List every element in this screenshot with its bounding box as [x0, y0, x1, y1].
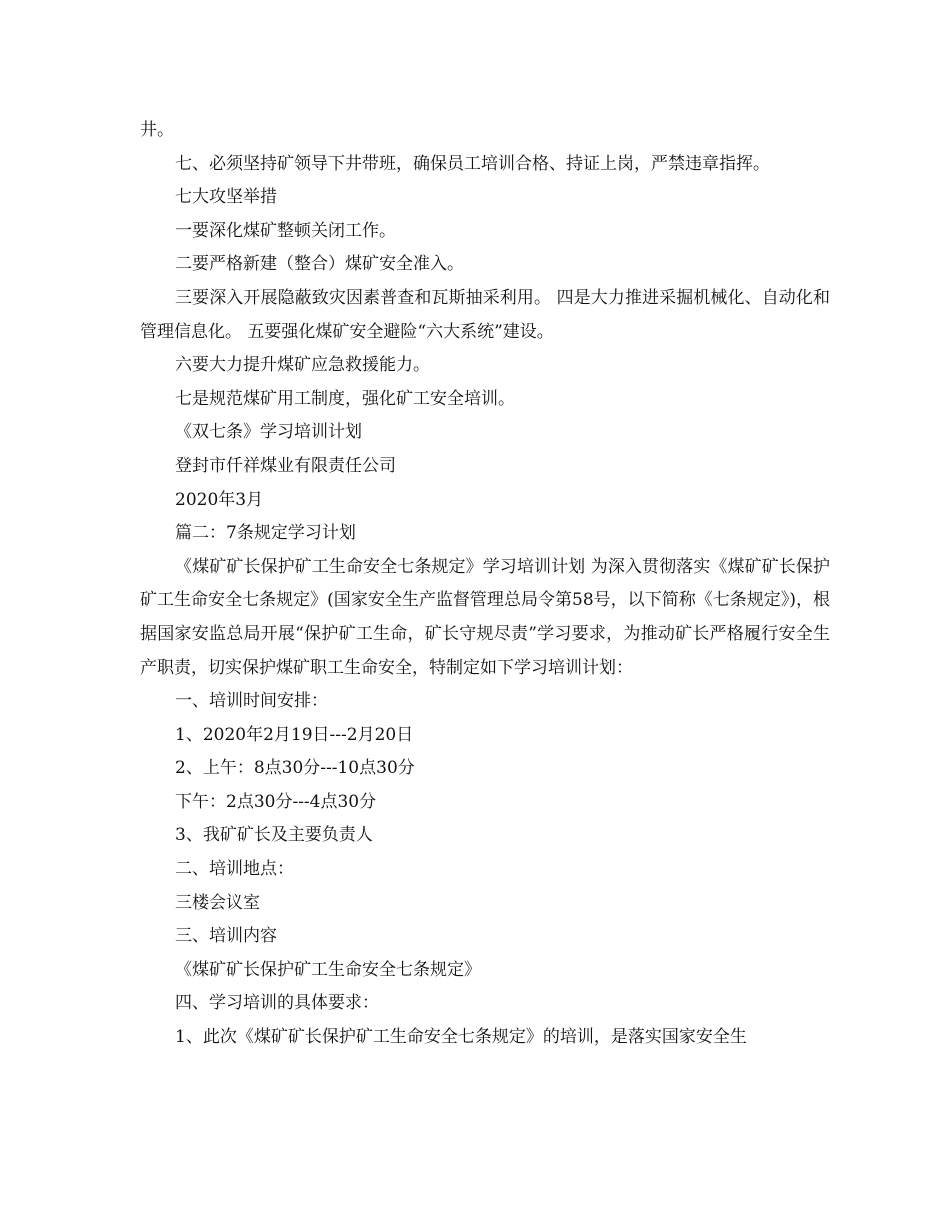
paragraph-requirement-one: 1、此次《煤矿矿长保护矿工生命安全七条规定》的培训，是落实国家安全生 [175, 1027, 747, 1048]
paragraph-measure-two: 二要严格新建（整合）煤矿安全准入。 [175, 254, 464, 275]
heading-training-location: 二、培训地点： [175, 859, 294, 880]
schedule-item-attendees: 3、我矿矿长及主要负责人 [175, 825, 373, 846]
paragraph-measure-six: 六要大力提升煤矿应急救援能力。 [175, 355, 430, 376]
training-content: 《煤矿矿长保护矿工生命安全七条规定》 [175, 959, 481, 980]
section-heading-part-two: 篇二：7条规定学习计划 [175, 523, 356, 544]
document-date: 2020年3月 [175, 489, 264, 510]
document-body [140, 114, 830, 1055]
company-name: 登封市仟祥煤业有限责任公司 [175, 455, 396, 476]
heading-training-schedule: 一、培训时间安排： [175, 691, 328, 712]
paragraph-measures-three-to-five: 三要深入开展隐蔽致灾因素普查和瓦斯抽采利用。 四是大力推进采掘机械化、自动化和管理信息化。 五要强化煤矿安全避险“六大系统”建设。 [140, 287, 830, 342]
heading-seven-measures: 七大攻坚举措 [175, 187, 277, 208]
paragraph-continuation: 井。 [140, 120, 174, 140]
paragraph-plan-intro: 《煤矿矿长保护矿工生命安全七条规定》学习培训计划 为深入贯彻落实《煤矿矿长保护矿工生命安全七条规定》(国家安全生产监督管理总局令第58号，以下简称《七条规定》)，根据国家安监总局开展“保护矿工生命，矿长守规尽责”学习要求，为推动矿长严格履行安全生产职责，切实保护煤矿职工生命安全，特制定如下学习培训计划： [140, 556, 830, 678]
heading-training-content: 三、培训内容 [175, 926, 277, 947]
paragraph-measure-seven: 七是规范煤矿用工制度，强化矿工安全培训。 [175, 388, 515, 409]
paragraph-measure-one: 一要深化煤矿整顿关闭工作。 [175, 220, 396, 241]
schedule-item-afternoon: 下午：2点30分---4点30分 [175, 791, 377, 812]
paragraph-rule-seven: 七、必须坚持矿领导下井带班，确保员工培训合格、持证上岗，严禁违章指挥。 [175, 153, 770, 174]
training-location: 三楼会议室 [175, 892, 260, 913]
heading-training-requirements: 四、学习培训的具体要求： [175, 993, 379, 1014]
schedule-item-morning: 2、上午：8点30分---10点30分 [175, 758, 415, 779]
plan-title: 《双七条》学习培训计划 [175, 422, 362, 443]
schedule-item-dates: 1、2020年2月19日---2月20日 [175, 724, 414, 745]
